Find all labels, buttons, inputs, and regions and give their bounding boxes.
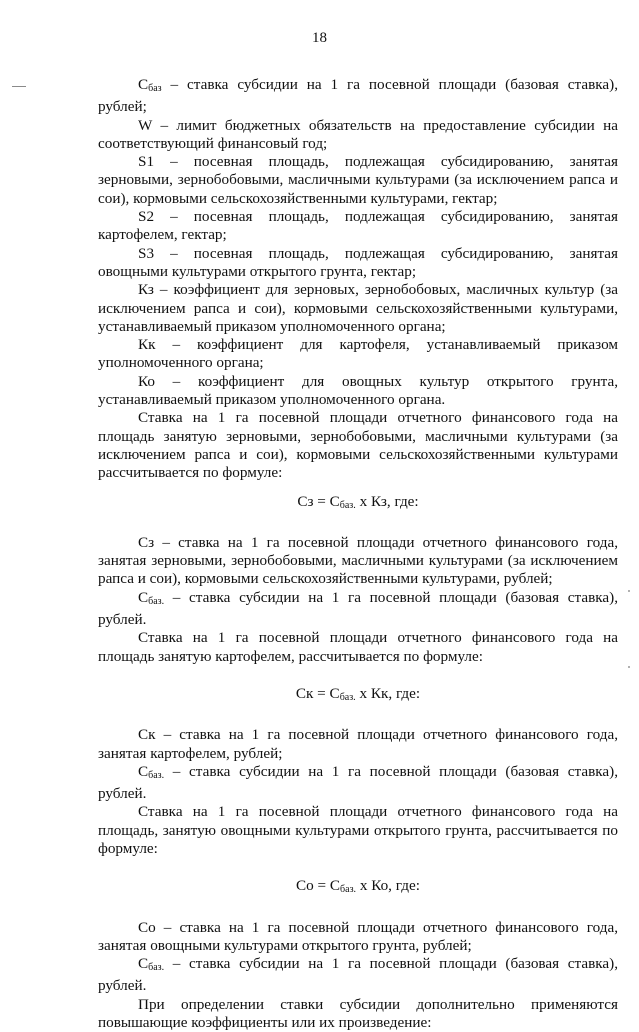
definition-ko: Ко – коэффициент для овощных культур открытого грунта, устанавливаемый приказом уполномоченного органа. (98, 372, 618, 409)
definition-base-rate: $С_{баз.}$ – ставка субсидии на 1 га посевной площади (базовая ставка), рублей. (98, 955, 618, 995)
definition-s3: S3 – посевная площадь, подлежащая субсидированию, занятая овощными культурами открытого грунта, гектар; (98, 244, 618, 280)
page-number: 18 (312, 30, 327, 46)
scan-dot (628, 666, 630, 668)
definition-kk: Кк – коэффициент для картофеля, устанавливаемый приказом уполномоченного органа; (98, 336, 618, 372)
scan-mark (12, 86, 26, 87)
definition-base-rate: $С_{баз.}$ – ставка субсидии на 1 га посевной площади (базовая ставка), рублей. (98, 588, 618, 629)
formula-grain: Сз = $С_{баз.}$ х Кз, где: (297, 492, 419, 511)
definition-cz: Сз – ставка на 1 га посевной площади отчетного финансового года, занятая зерновыми, зернобобовыми, масличными культурами (за исключением рапса и сои), кормовыми сельскохозяйственными культурами, рублей; (98, 533, 618, 588)
formula-potato: Ск = $С_{баз.}$ х Кк, где: (295, 684, 421, 703)
definition-ck: Ск – ставка на 1 га посевной площади отчетного финансового года, занятая картофелем, рублей; (98, 726, 618, 762)
definition-base-rate: $С_{баз}$ – ставка субсидии на 1 га посевной площади (базовая ставка), рублей; (98, 76, 618, 116)
final-paragraph: При определении ставки субсидии дополнительно применяются повышающие коэффициенты или их произведение: (98, 995, 618, 1032)
definition-co: Со – ставка на 1 га посевной площади отчетного финансового года, занятая овощными культурами открытого грунта, рублей; (98, 918, 618, 954)
formula-vegetable: Со = $С_{баз.}$ х Ко, где: (296, 877, 420, 896)
definition-s1: S1 – посевная площадь, подлежащая субсидированию, занятая зерновыми, зернобобовыми, масличными культурами (за исключением рапса и сои), кормовыми сельскохозяйственными культурами, гектар; (98, 153, 618, 207)
document-body (98, 76, 618, 1032)
section-grain-intro: Ставка на 1 га посевной площади отчетного финансового года на площадь занятую зерновыми, зернобобовыми, масличными культурами (за исключением рапса и сои), кормовыми сельскохозяйственными культурами рассчитывается по формуле: (98, 409, 618, 482)
definition-kz: Кз – коэффициент для зерновых, зернобобовых, масличных культур (за исключением рапса и сои), кормовыми сельскохозяйственными культурами, устанавливаемый приказом уполномоченного органа; (98, 281, 618, 335)
definition-w: W – лимит бюджетных обязательств на предоставление субсидии на соответствующий финансовый год; (98, 116, 618, 152)
section-potato-intro: Ставка на 1 га посевной площади отчетного финансового года на площадь занятую картофелем, рассчитывается по формуле: (98, 629, 618, 665)
definition-s2: S2 – посевная площадь, подлежащая субсидированию, занятая картофелем, гектар; (98, 208, 618, 244)
section-vegetable-intro: Ставка на 1 га посевной площади отчетного финансового года на площадь, занятую овощными культурами открытого грунта, рассчитывается по формуле: (98, 803, 618, 857)
definition-base-rate: $С_{баз.}$ – ставка субсидии на 1 га посевной площади (базовая ставка), рублей. (98, 762, 618, 803)
scan-dot (628, 590, 630, 592)
